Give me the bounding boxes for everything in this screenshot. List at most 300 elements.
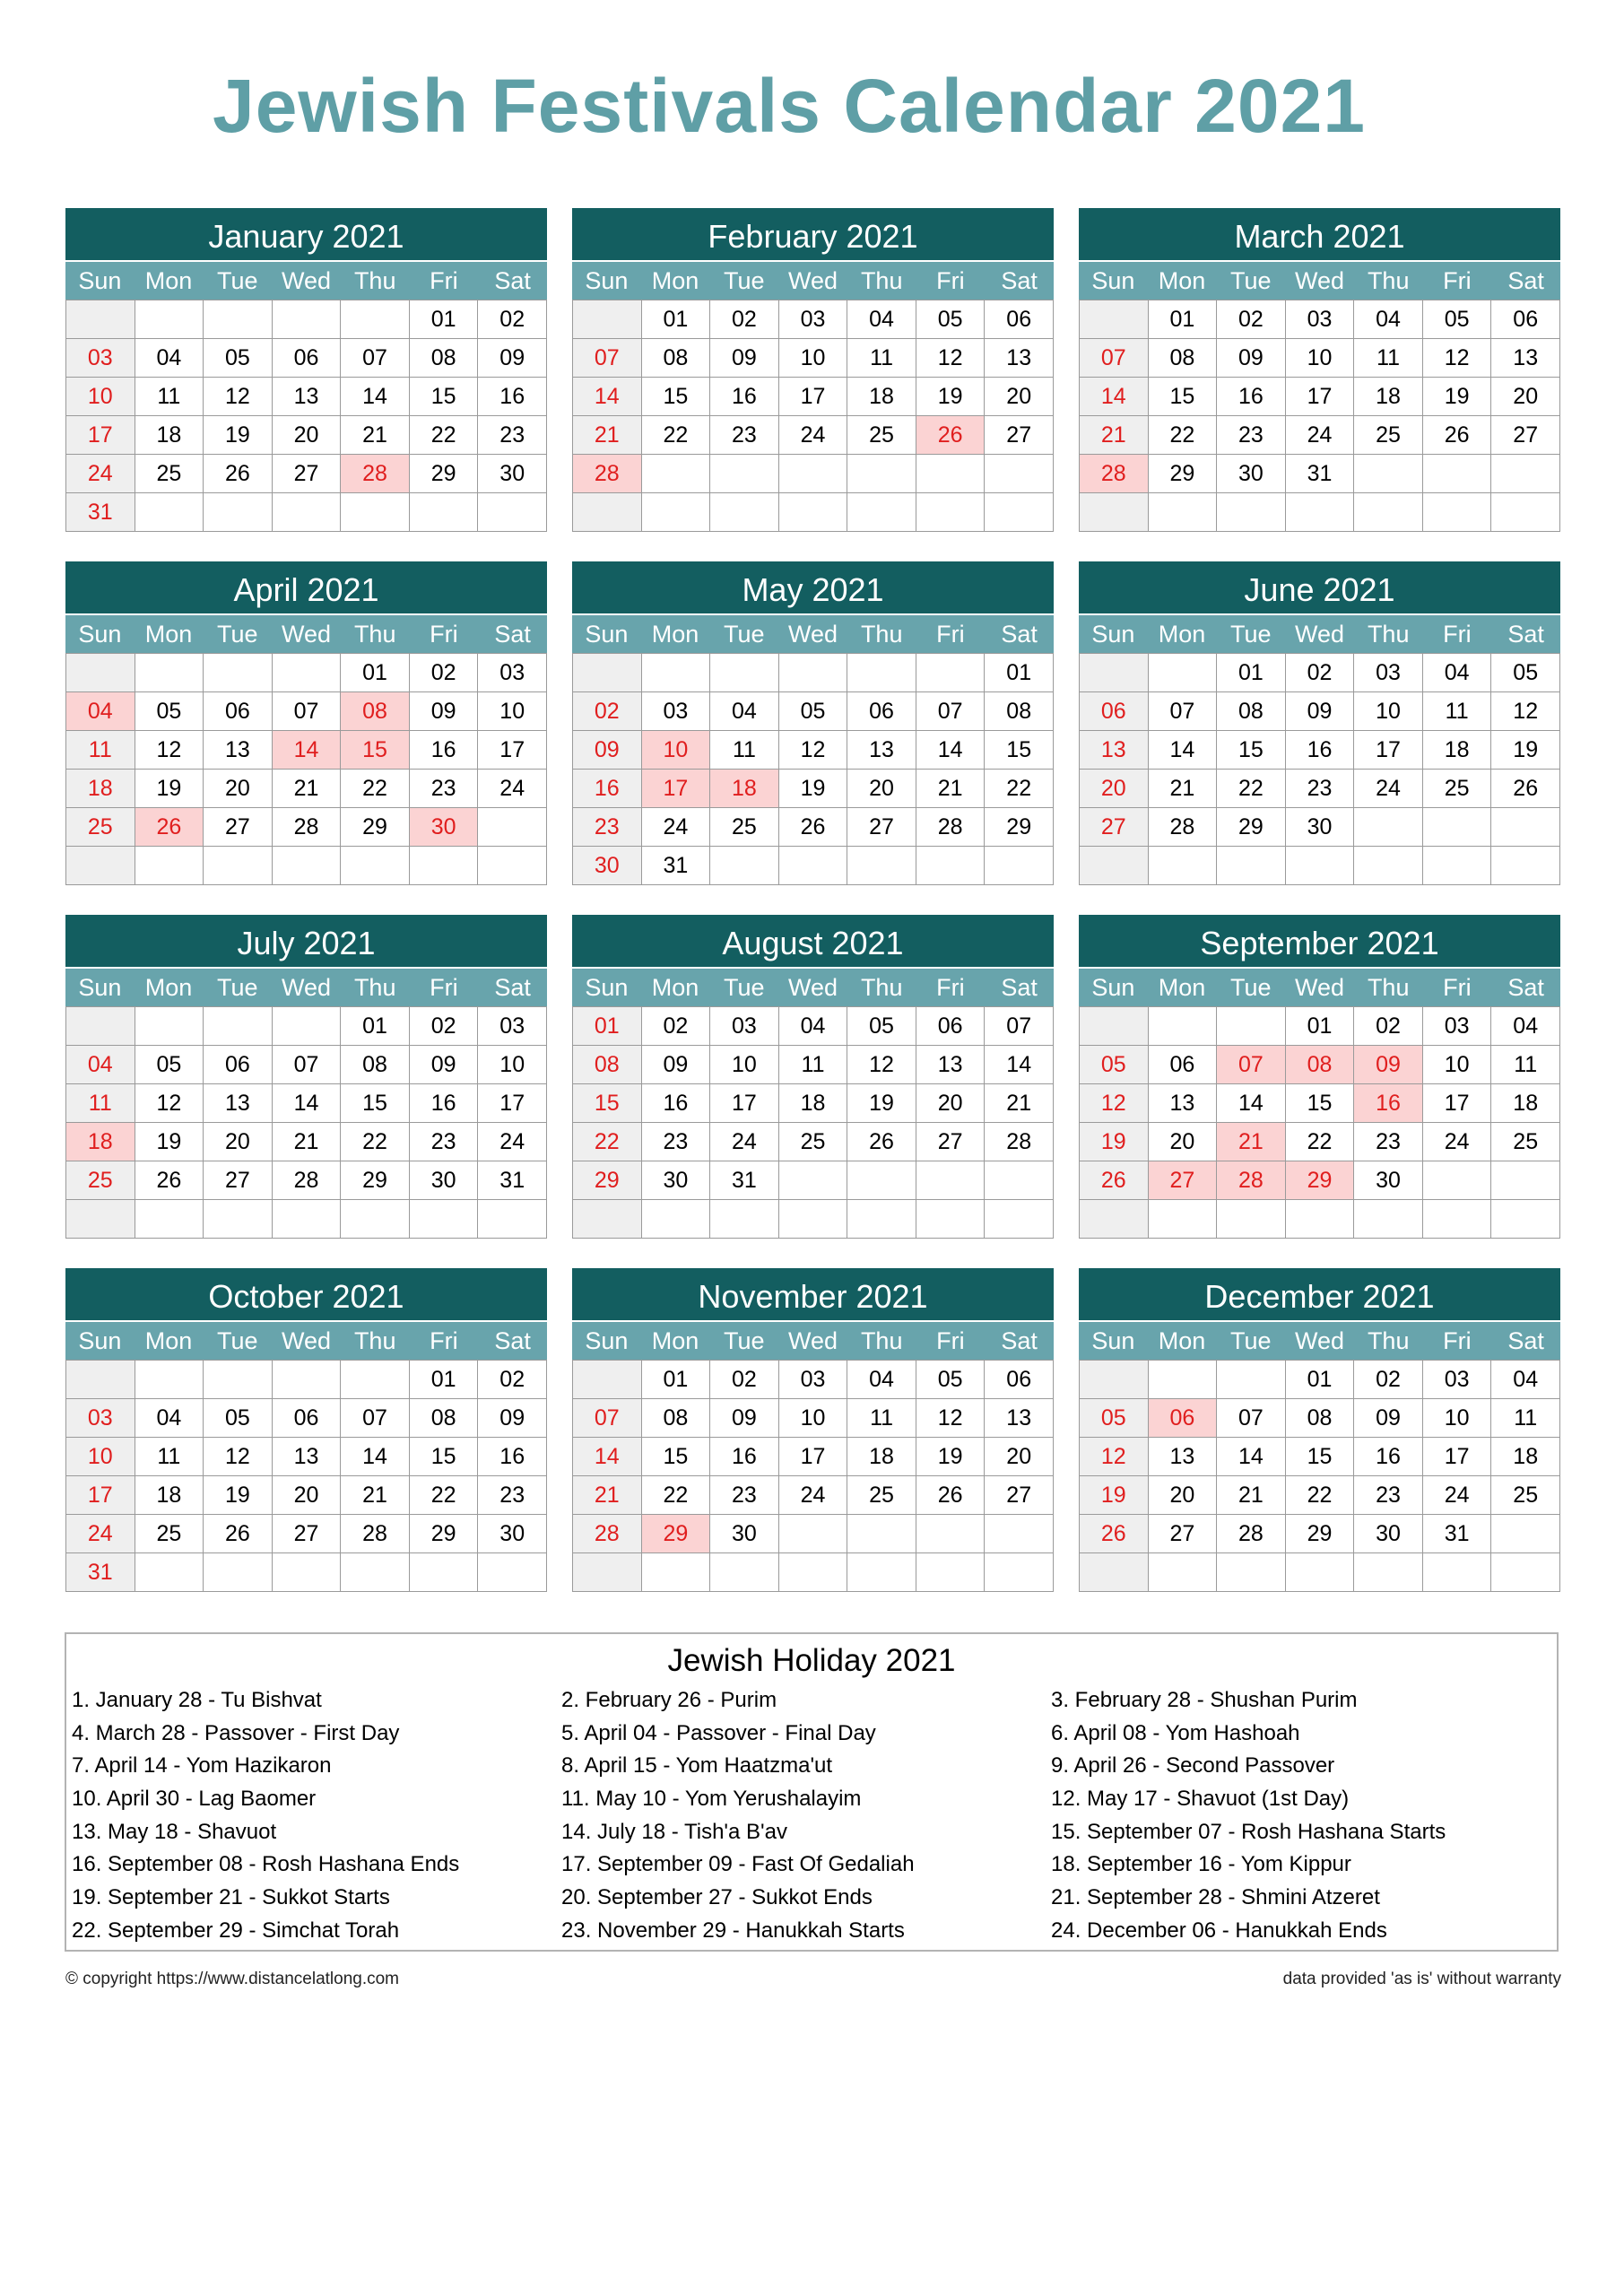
day-cell: 16 — [1217, 378, 1286, 416]
day-cell: 03 — [1354, 654, 1423, 692]
month-block — [572, 1268, 1054, 1622]
day-cell: 12 — [1423, 339, 1492, 378]
day-cell: 27 — [273, 455, 342, 493]
day-cell: 29 — [410, 455, 479, 493]
day-cell: 20 — [847, 770, 916, 808]
day-cell: 03 — [710, 1007, 779, 1046]
day-cell: 08 — [985, 692, 1054, 731]
day-cell: 24 — [478, 1123, 547, 1161]
day-cell: 09 — [478, 1399, 547, 1438]
empty-day-cell — [341, 1553, 410, 1592]
empty-day-cell — [66, 1007, 135, 1046]
empty-day-cell — [710, 654, 779, 692]
holiday-item: 21. September 28 - Shmini Atzeret — [1051, 1885, 1380, 1910]
day-cell: 05 — [1491, 654, 1560, 692]
day-cell: 10 — [642, 731, 711, 770]
day-cell: 26 — [1423, 416, 1492, 455]
day-cell: 16 — [1354, 1438, 1423, 1476]
day-cell: 16 — [710, 1438, 779, 1476]
day-cell: 03 — [1423, 1361, 1492, 1399]
day-cell: 07 — [1149, 692, 1218, 731]
holiday-item: 19. September 21 - Sukkot Starts — [72, 1885, 390, 1910]
day-cell: 28 — [341, 1515, 410, 1553]
day-cell: 15 — [1286, 1084, 1355, 1123]
day-cell: 26 — [135, 1161, 204, 1200]
day-cell: 28 — [1217, 1161, 1286, 1200]
month-name: December 2021 — [1079, 1268, 1560, 1320]
weekday-label: Wed — [787, 267, 838, 294]
weekday-label: Fri — [1443, 1327, 1472, 1354]
weekday-label: Thu — [860, 1327, 903, 1354]
day-cell: 03 — [1423, 1007, 1492, 1046]
empty-day-cell — [204, 847, 273, 885]
weekday-label: Wed — [787, 621, 838, 648]
weekday-label: Thu — [353, 1327, 396, 1354]
day-cell: 10 — [779, 1399, 848, 1438]
empty-day-cell — [341, 493, 410, 532]
weekday-label: Fri — [430, 621, 458, 648]
empty-day-cell — [66, 847, 135, 885]
day-cell: 01 — [410, 1361, 479, 1399]
day-cell: 13 — [204, 1084, 273, 1123]
empty-day-cell — [66, 1200, 135, 1239]
day-cell: 31 — [66, 493, 135, 532]
day-cell: 19 — [916, 1438, 986, 1476]
day-cell: 10 — [478, 692, 547, 731]
day-cell: 31 — [66, 1553, 135, 1592]
day-cell: 29 — [985, 808, 1054, 847]
weekday-label: Fri — [936, 621, 965, 648]
day-cell: 02 — [710, 1361, 779, 1399]
day-cell: 23 — [710, 1476, 779, 1515]
weekday-label: Sun — [1091, 267, 1135, 294]
month-name: July 2021 — [65, 915, 547, 967]
day-cell: 25 — [135, 1515, 204, 1553]
month-block — [1079, 208, 1560, 561]
empty-day-cell — [779, 847, 848, 885]
day-grid — [1079, 1360, 1560, 1592]
weekday-label: Wed — [1294, 621, 1344, 648]
empty-day-cell — [1149, 1553, 1218, 1592]
day-cell: 25 — [1491, 1476, 1560, 1515]
day-cell: 02 — [410, 654, 479, 692]
month-block — [65, 915, 547, 1268]
holiday-item: 8. April 15 - Yom Haatzma'ut — [561, 1753, 833, 1779]
weekday-label: Sun — [78, 1327, 122, 1354]
day-cell: 18 — [1423, 731, 1492, 770]
day-cell: 03 — [66, 1399, 135, 1438]
weekday-label: Tue — [217, 974, 258, 1001]
weekday-label: Tue — [1230, 267, 1272, 294]
day-cell: 06 — [204, 1046, 273, 1084]
empty-day-cell — [1423, 1161, 1492, 1200]
day-cell: 14 — [273, 731, 342, 770]
weekday-label: Sun — [78, 267, 122, 294]
weekday-label: Sat — [1001, 974, 1038, 1001]
day-cell: 25 — [1423, 770, 1492, 808]
disclaimer-text: data provided 'as is' without warranty — [1282, 1970, 1561, 1988]
day-cell: 20 — [204, 770, 273, 808]
day-cell: 16 — [642, 1084, 711, 1123]
day-cell: 02 — [410, 1007, 479, 1046]
weekday-header — [65, 260, 547, 300]
day-cell: 10 — [710, 1046, 779, 1084]
holiday-item: 10. April 30 - Lag Baomer — [72, 1787, 317, 1812]
day-cell: 04 — [66, 1046, 135, 1084]
day-cell: 12 — [204, 378, 273, 416]
day-cell: 19 — [916, 378, 986, 416]
empty-day-cell — [273, 1007, 342, 1046]
day-cell: 21 — [341, 1476, 410, 1515]
weekday-label: Tue — [724, 621, 765, 648]
empty-day-cell — [847, 493, 916, 532]
day-cell: 25 — [847, 1476, 916, 1515]
day-cell: 17 — [1354, 731, 1423, 770]
empty-day-cell — [1423, 455, 1492, 493]
day-cell: 07 — [916, 692, 986, 731]
day-cell: 16 — [1354, 1084, 1423, 1123]
empty-day-cell — [135, 1007, 204, 1046]
day-cell: 30 — [410, 808, 479, 847]
empty-day-cell — [1491, 847, 1560, 885]
day-cell: 19 — [1080, 1476, 1149, 1515]
empty-day-cell — [478, 1553, 547, 1592]
empty-day-cell — [1286, 493, 1355, 532]
empty-day-cell — [1217, 493, 1286, 532]
empty-day-cell — [779, 1200, 848, 1239]
day-cell: 19 — [135, 1123, 204, 1161]
weekday-label: Mon — [144, 974, 193, 1001]
day-cell: 04 — [710, 692, 779, 731]
day-cell: 10 — [478, 1046, 547, 1084]
empty-day-cell — [1217, 1007, 1286, 1046]
holiday-item: 11. May 10 - Yom Yerushalayim — [561, 1787, 862, 1812]
day-cell: 23 — [710, 416, 779, 455]
day-cell: 05 — [1080, 1399, 1149, 1438]
day-cell: 03 — [66, 339, 135, 378]
weekday-label: Mon — [651, 267, 699, 294]
day-cell: 13 — [273, 378, 342, 416]
weekday-header — [1079, 967, 1560, 1006]
day-cell: 30 — [573, 847, 642, 885]
day-cell: 08 — [1149, 339, 1218, 378]
day-cell: 01 — [573, 1007, 642, 1046]
day-cell: 16 — [410, 1084, 479, 1123]
day-cell: 09 — [573, 731, 642, 770]
day-cell: 18 — [847, 378, 916, 416]
day-cell: 06 — [985, 300, 1054, 339]
empty-day-cell — [916, 493, 986, 532]
weekday-label: Sat — [494, 1327, 531, 1354]
day-cell: 10 — [1286, 339, 1355, 378]
weekday-label: Sat — [1507, 1327, 1544, 1354]
weekday-label: Wed — [281, 974, 331, 1001]
holiday-item: 15. September 07 - Rosh Hashana Starts — [1051, 1819, 1446, 1844]
weekday-label: Thu — [1367, 974, 1410, 1001]
weekday-label: Fri — [430, 974, 458, 1001]
day-cell: 25 — [135, 455, 204, 493]
weekday-label: Sun — [585, 267, 629, 294]
day-cell: 23 — [478, 1476, 547, 1515]
holiday-item: 22. September 29 - Simchat Torah — [72, 1918, 400, 1943]
day-cell: 20 — [1080, 770, 1149, 808]
empty-day-cell — [1423, 1553, 1492, 1592]
day-cell: 09 — [1286, 692, 1355, 731]
day-cell: 12 — [135, 731, 204, 770]
day-cell: 13 — [847, 731, 916, 770]
day-cell: 01 — [985, 654, 1054, 692]
day-cell: 18 — [1354, 378, 1423, 416]
day-cell: 11 — [1423, 692, 1492, 731]
weekday-label: Sat — [1507, 267, 1544, 294]
empty-day-cell — [847, 455, 916, 493]
empty-day-cell — [1286, 1553, 1355, 1592]
weekday-label: Mon — [144, 267, 193, 294]
weekday-label: Sat — [1001, 1327, 1038, 1354]
weekday-label: Mon — [1158, 974, 1206, 1001]
month-name: October 2021 — [65, 1268, 547, 1320]
day-cell: 09 — [410, 692, 479, 731]
empty-day-cell — [847, 1515, 916, 1553]
day-cell: 26 — [1491, 770, 1560, 808]
day-cell: 11 — [66, 731, 135, 770]
empty-day-cell — [573, 1361, 642, 1399]
empty-day-cell — [985, 493, 1054, 532]
empty-day-cell — [204, 1361, 273, 1399]
day-cell: 13 — [1149, 1084, 1218, 1123]
day-cell: 22 — [410, 416, 479, 455]
empty-day-cell — [573, 300, 642, 339]
day-cell: 05 — [1423, 300, 1492, 339]
weekday-label: Thu — [860, 267, 903, 294]
empty-day-cell — [273, 493, 342, 532]
day-cell: 14 — [1217, 1084, 1286, 1123]
empty-day-cell — [710, 847, 779, 885]
empty-day-cell — [410, 493, 479, 532]
empty-day-cell — [1354, 1200, 1423, 1239]
day-cell: 22 — [573, 1123, 642, 1161]
day-cell: 13 — [1080, 731, 1149, 770]
day-cell: 21 — [273, 1123, 342, 1161]
weekday-label: Sun — [585, 974, 629, 1001]
day-cell: 19 — [135, 770, 204, 808]
day-cell: 23 — [1354, 1476, 1423, 1515]
day-cell: 26 — [1080, 1515, 1149, 1553]
day-cell: 17 — [710, 1084, 779, 1123]
day-cell: 02 — [478, 300, 547, 339]
holiday-item: 3. February 28 - Shushan Purim — [1051, 1688, 1358, 1712]
weekday-label: Fri — [936, 974, 965, 1001]
day-cell: 22 — [642, 1476, 711, 1515]
weekday-header — [1079, 260, 1560, 300]
day-cell: 09 — [642, 1046, 711, 1084]
day-cell: 15 — [410, 378, 479, 416]
day-cell: 12 — [204, 1438, 273, 1476]
day-grid — [65, 653, 547, 885]
day-cell: 25 — [1491, 1123, 1560, 1161]
month-name: March 2021 — [1079, 208, 1560, 260]
day-cell: 07 — [341, 339, 410, 378]
empty-day-cell — [66, 1361, 135, 1399]
empty-day-cell — [779, 654, 848, 692]
weekday-header — [1079, 613, 1560, 653]
day-cell: 30 — [710, 1515, 779, 1553]
day-cell: 20 — [1491, 378, 1560, 416]
day-grid — [1079, 1006, 1560, 1239]
weekday-label: Tue — [1230, 1327, 1272, 1354]
day-cell: 14 — [1217, 1438, 1286, 1476]
day-cell: 05 — [204, 1399, 273, 1438]
day-cell: 08 — [341, 692, 410, 731]
day-cell: 31 — [1423, 1515, 1492, 1553]
weekday-header — [572, 1320, 1054, 1360]
weekday-label: Mon — [651, 621, 699, 648]
empty-day-cell — [1149, 847, 1218, 885]
weekday-label: Tue — [724, 974, 765, 1001]
weekday-label: Fri — [430, 1327, 458, 1354]
holiday-item: 9. April 26 - Second Passover — [1051, 1753, 1335, 1779]
month-block — [65, 1268, 547, 1622]
day-cell: 27 — [273, 1515, 342, 1553]
day-cell: 18 — [710, 770, 779, 808]
day-cell: 24 — [779, 416, 848, 455]
day-cell: 26 — [779, 808, 848, 847]
empty-day-cell — [1080, 1553, 1149, 1592]
holiday-item: 1. January 28 - Tu Bishvat — [72, 1688, 322, 1712]
empty-day-cell — [1491, 1553, 1560, 1592]
day-cell: 02 — [573, 692, 642, 731]
weekday-label: Sun — [585, 1327, 629, 1354]
day-cell: 03 — [779, 300, 848, 339]
day-cell: 19 — [204, 416, 273, 455]
empty-day-cell — [410, 847, 479, 885]
day-cell: 28 — [1149, 808, 1218, 847]
day-cell: 15 — [573, 1084, 642, 1123]
day-grid — [572, 653, 1054, 885]
day-cell: 06 — [273, 1399, 342, 1438]
weekday-label: Sun — [78, 621, 122, 648]
day-cell: 11 — [1354, 339, 1423, 378]
empty-day-cell — [273, 1553, 342, 1592]
empty-day-cell — [1149, 493, 1218, 532]
empty-day-cell — [1491, 493, 1560, 532]
day-cell: 29 — [1286, 1515, 1355, 1553]
empty-day-cell — [1354, 808, 1423, 847]
day-cell: 11 — [1491, 1399, 1560, 1438]
day-cell: 25 — [710, 808, 779, 847]
day-cell: 09 — [410, 1046, 479, 1084]
weekday-header — [65, 1320, 547, 1360]
day-cell: 27 — [985, 416, 1054, 455]
day-cell: 17 — [642, 770, 711, 808]
weekday-label: Sun — [585, 621, 629, 648]
day-cell: 14 — [341, 1438, 410, 1476]
empty-day-cell — [573, 1200, 642, 1239]
weekday-header — [65, 967, 547, 1006]
day-cell: 25 — [66, 808, 135, 847]
weekday-header — [65, 613, 547, 653]
day-grid — [65, 1006, 547, 1239]
day-cell: 08 — [410, 339, 479, 378]
weekday-label: Sat — [494, 621, 531, 648]
day-cell: 24 — [642, 808, 711, 847]
empty-day-cell — [1354, 1553, 1423, 1592]
day-cell: 20 — [204, 1123, 273, 1161]
empty-day-cell — [273, 1361, 342, 1399]
day-cell: 04 — [847, 300, 916, 339]
day-cell: 23 — [410, 1123, 479, 1161]
day-cell: 28 — [916, 808, 986, 847]
weekday-label: Sat — [1507, 621, 1544, 648]
weekday-label: Thu — [1367, 1327, 1410, 1354]
month-name: January 2021 — [65, 208, 547, 260]
empty-day-cell — [1354, 847, 1423, 885]
day-cell: 18 — [66, 770, 135, 808]
day-cell: 31 — [1286, 455, 1355, 493]
holiday-item: 18. September 16 - Yom Kippur — [1051, 1852, 1351, 1877]
weekday-label: Wed — [1294, 974, 1344, 1001]
day-cell: 18 — [135, 1476, 204, 1515]
day-cell: 15 — [1286, 1438, 1355, 1476]
day-grid — [572, 1006, 1054, 1239]
day-cell: 08 — [573, 1046, 642, 1084]
day-cell: 30 — [478, 1515, 547, 1553]
day-cell: 12 — [1491, 692, 1560, 731]
weekday-header — [572, 613, 1054, 653]
day-cell: 22 — [1217, 770, 1286, 808]
empty-day-cell — [1423, 808, 1492, 847]
weekday-label: Mon — [651, 974, 699, 1001]
empty-day-cell — [135, 654, 204, 692]
day-cell: 11 — [710, 731, 779, 770]
day-cell: 23 — [1286, 770, 1355, 808]
day-cell: 17 — [478, 1084, 547, 1123]
month-block — [1079, 1268, 1560, 1622]
day-cell: 14 — [985, 1046, 1054, 1084]
empty-day-cell — [1354, 493, 1423, 532]
empty-day-cell — [478, 808, 547, 847]
day-cell: 21 — [1149, 770, 1218, 808]
day-cell: 29 — [341, 808, 410, 847]
day-cell: 22 — [1286, 1123, 1355, 1161]
weekday-label: Thu — [860, 974, 903, 1001]
day-cell: 11 — [1491, 1046, 1560, 1084]
day-cell: 24 — [1286, 416, 1355, 455]
day-cell: 05 — [135, 1046, 204, 1084]
weekday-label: Mon — [1158, 621, 1206, 648]
holiday-item: 17. September 09 - Fast Of Gedaliah — [561, 1852, 915, 1877]
day-cell: 06 — [847, 692, 916, 731]
weekday-label: Sat — [494, 267, 531, 294]
day-cell: 27 — [1149, 1515, 1218, 1553]
holiday-list-box — [65, 1632, 1559, 1952]
day-grid — [65, 1360, 547, 1592]
day-cell: 10 — [779, 339, 848, 378]
weekday-label: Fri — [1443, 621, 1472, 648]
empty-day-cell — [642, 1200, 711, 1239]
empty-day-cell — [135, 847, 204, 885]
day-cell: 15 — [642, 1438, 711, 1476]
empty-day-cell — [478, 847, 547, 885]
day-cell: 06 — [1149, 1046, 1218, 1084]
day-cell: 24 — [66, 455, 135, 493]
empty-day-cell — [1080, 300, 1149, 339]
day-cell: 20 — [985, 378, 1054, 416]
day-cell: 27 — [1149, 1161, 1218, 1200]
day-cell: 04 — [135, 339, 204, 378]
day-cell: 19 — [204, 1476, 273, 1515]
empty-day-cell — [1217, 1200, 1286, 1239]
